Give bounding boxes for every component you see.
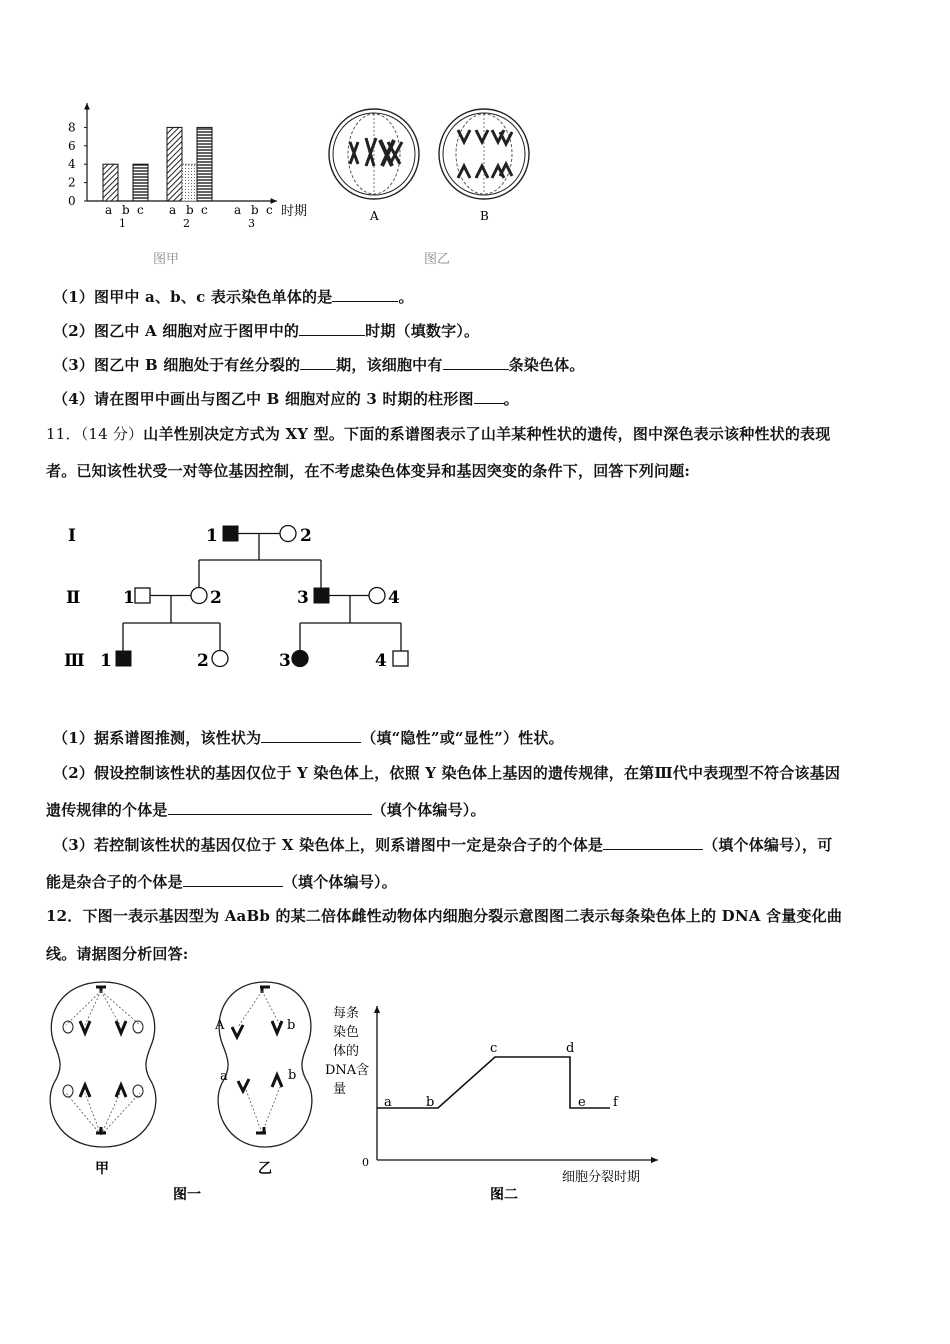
figure1-caption: 图一: [173, 1187, 201, 1203]
y-tick-label: 4: [68, 157, 76, 172]
gene-a-label: a: [220, 1069, 228, 1084]
bar-label-b: b: [251, 203, 259, 217]
bar-label-c: c: [137, 203, 144, 217]
bar-period2-c: [197, 127, 212, 201]
period-label-3: 3: [248, 217, 255, 230]
y-axis-label-line: DNA含: [325, 1063, 370, 1078]
q12-figure2-dna-curve: [320, 1000, 665, 1205]
y-axis-label-line: 每条: [333, 1006, 360, 1021]
y-axis-label-line: 染色: [333, 1025, 360, 1040]
q12-figure1: [40, 975, 330, 1205]
fig-jia-caption: 图甲: [153, 252, 180, 267]
x-axis-label: 细胞分裂时期: [562, 1170, 641, 1185]
generation-I-label: Ⅰ: [68, 526, 76, 546]
q10-blank1[interactable]: [332, 287, 398, 302]
q10-blank3[interactable]: [300, 355, 336, 370]
generation-III-label: Ⅲ: [64, 651, 85, 671]
bar-label-c: c: [201, 203, 208, 217]
q11-pedigree: [60, 515, 440, 685]
cell-jia-diagram: [50, 982, 156, 1147]
II1-male: [135, 588, 150, 603]
dna-content-curve: [377, 1057, 610, 1108]
origin-label: 0: [362, 1156, 369, 1169]
q10-blank4[interactable]: [443, 355, 509, 370]
II2-number: 2: [210, 588, 222, 608]
cell-a-diagram: [329, 109, 419, 199]
II3-affected-male: [314, 588, 329, 603]
cell-a-label: A: [370, 209, 379, 223]
q10-blank2[interactable]: [299, 321, 365, 336]
figure2-caption: 图二: [490, 1187, 518, 1203]
III1-number: 1: [100, 651, 112, 671]
y-tick-label: 2: [68, 175, 76, 190]
cell-b-diagram: [439, 109, 529, 199]
II1-number: 1: [123, 588, 135, 608]
gene-A-label: A: [215, 1018, 225, 1033]
gene-b2-label: b: [288, 1068, 297, 1083]
q10-part3: （3）图乙中 B 细胞处于有丝分裂的 期，该细胞中有 条染色体。: [53, 356, 585, 374]
q10-part1: （1）图甲中 a、b、c 表示染色单体的是 。: [53, 288, 414, 306]
I1-affected-male: [223, 526, 238, 541]
bar-period2-a: [167, 127, 182, 201]
point-c: c: [490, 1041, 498, 1056]
bar-label-c: c: [266, 203, 273, 217]
point-d: d: [566, 1041, 575, 1056]
fig-yi-caption: 图乙: [424, 252, 451, 267]
q11-stem-line1: 11．（14 分）山羊性别决定方式为 XY 型。下面的系谱图表示了山羊某种性状的遗传，图中深色表示该种性状的表现: [46, 425, 831, 443]
II4-number: 4: [388, 588, 400, 608]
y-axis-label: [325, 1006, 369, 1097]
y-axis-label-line: 量: [333, 1082, 347, 1097]
fig-jia-bar-chart: [55, 98, 325, 238]
III2-female: [212, 651, 228, 667]
point-e: e: [578, 1095, 586, 1110]
q11-part2-line1: （2）假设控制该性状的基因仅位于 Y 染色体上，依照 Y 染色体上基因的遗传规律，在第Ⅲ代中表现型不符合该基因: [53, 764, 841, 782]
q12-stem-line2: 线。请据图分析回答:: [46, 945, 189, 963]
III2-number: 2: [197, 651, 209, 671]
III3-number: 3: [279, 651, 291, 671]
fig-yi-cells: [322, 102, 542, 230]
III1-affected-male: [116, 651, 131, 666]
y-axis-label-line: 体的: [333, 1044, 360, 1059]
y-tick-label: 6: [68, 138, 76, 153]
II3-number: 3: [297, 588, 309, 608]
q11-part3-line2: 能是杂合子的个体是 （填个体编号）。: [46, 873, 397, 891]
q10-part4: （4）请在图甲中画出与图乙中 B 细胞对应的 3 时期的柱形图 。: [53, 390, 519, 408]
q11-blank4[interactable]: [183, 872, 283, 887]
q10-blank5[interactable]: [474, 389, 504, 404]
gene-b1-label: b: [287, 1018, 296, 1033]
bar-label-a: a: [169, 203, 177, 217]
bar-period1-a: [103, 164, 118, 201]
q11-stem-line2: 者。已知该性状受一对等位基因控制，在不考虑染色体变异和基因突变的条件下，回答下列问题:: [46, 462, 691, 480]
q11-blank1[interactable]: [261, 728, 361, 743]
bar-period2-b: [182, 164, 197, 201]
bar-period1-c: [133, 164, 148, 201]
generation-II-label: Ⅱ: [66, 588, 81, 608]
y-tick-label: 8: [68, 120, 76, 135]
q11-part2-line2: 遗传规律的个体是 （填个体编号）。: [46, 801, 486, 819]
q12-stem-line1: 12．下图一表示基因型为 AaBb 的某二倍体雌性动物体内细胞分裂示意图图二表示每条染色体上的 DNA 含量变化曲: [46, 907, 843, 925]
III4-male: [393, 651, 408, 666]
bar-label-b: b: [186, 203, 194, 217]
I2-number: 2: [300, 526, 312, 546]
bar-label-b: b: [122, 203, 130, 217]
III4-number: 4: [375, 651, 387, 671]
y-tick-label: 0: [68, 194, 76, 208]
cell-yi-label: 乙: [258, 1161, 272, 1177]
I1-number: 1: [206, 526, 218, 546]
q10-part2: （2）图乙中 A 细胞对应于图甲中的 时期（填数字）。: [53, 322, 480, 340]
bar-label-a: a: [234, 203, 242, 217]
I2-female: [280, 526, 296, 542]
period-label-2: 2: [183, 217, 190, 230]
point-a: a: [384, 1095, 392, 1110]
cell-jia-label: 甲: [95, 1161, 109, 1177]
II2-female: [191, 588, 207, 604]
q11-part3-line1: （3）若控制该性状的基因仅位于 X 染色体上，则系谱图中一定是杂合子的个体是 （填个体编号），可: [53, 836, 833, 854]
x-axis-label: 时期: [281, 204, 308, 219]
cell-b-label: B: [480, 209, 489, 223]
bar-label-a: a: [105, 203, 113, 217]
point-b: b: [426, 1095, 435, 1110]
q11-blank2[interactable]: [168, 800, 372, 815]
q11-blank3[interactable]: [603, 835, 703, 850]
cell-yi-diagram: [214, 982, 312, 1147]
II4-female: [369, 588, 385, 604]
period-label-1: 1: [119, 217, 126, 230]
point-f: f: [613, 1095, 618, 1110]
q11-part1: （1）据系谱图推测，该性状为 （填“隐性”或“显性”）性状。: [53, 729, 564, 747]
III3-affected-female: [292, 651, 308, 667]
